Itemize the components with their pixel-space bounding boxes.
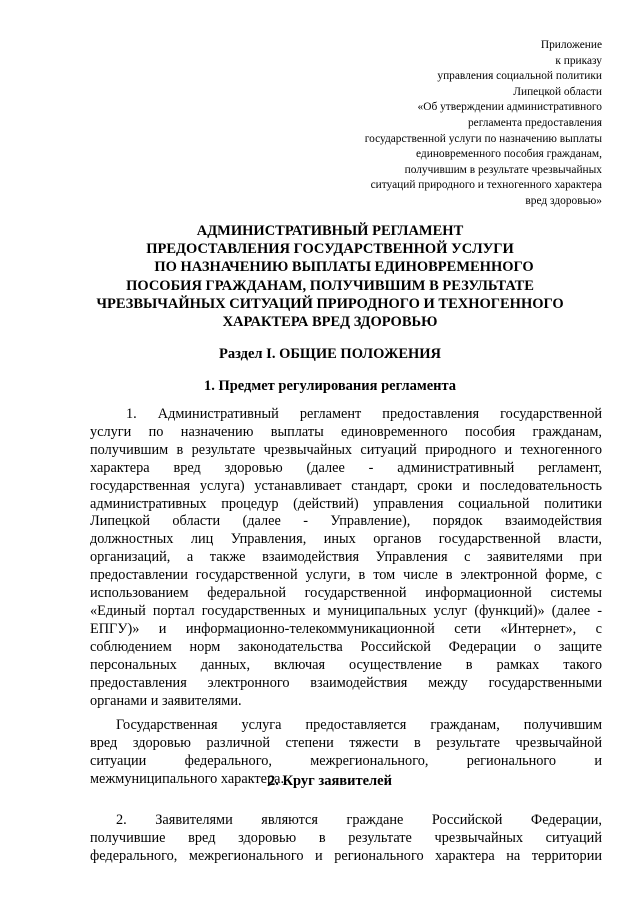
paragraph-line: Государственная услуга предоставляется гражданам, получившим [116, 717, 602, 733]
paragraph-line: федерального, межрегионального и регионального характера на территории [90, 847, 602, 864]
paragraph-line: вред здоровью различной степени тяжести в результате чрезвычайной [90, 734, 602, 751]
paragraph-line: 1. Административный регламент предоставления государственной [126, 406, 602, 422]
paragraph-line: Липецкой области (далее - Управление), порядок взаимодействия [90, 513, 602, 530]
title-line: ПО НАЗНАЧЕНИЮ ВЫПЛАТЫ ЕДИНОВРЕМЕННОГО [154, 259, 534, 276]
paragraph-line: должностных лиц Управления, иных органов государственной власти, [90, 531, 602, 548]
title-line: АДМИНИСТРАТИВНЫЙ РЕГЛАМЕНТ [196, 223, 464, 239]
subsection-title: 2. Круг заявителей [268, 773, 392, 789]
title-line: ПРЕДОСТАВЛЕНИЯ ГОСУДАРСТВЕННОЙ УСЛУГИ [146, 241, 514, 258]
paragraph-line: услуги по назначению выплаты единовременного пособия гражданам, [90, 423, 602, 440]
appendix-line: к приказу [555, 54, 602, 67]
subsection-title: 1. Предмет регулирования регламента [203, 378, 457, 394]
paragraph-line: ситуации федерального, межрегионального, регионального и [90, 752, 602, 769]
title-line: ЧРЕЗВЫЧАЙНЫХ СИТУАЦИЙ ПРИРОДНОГО И ТЕХНОГЕННОГО [96, 295, 564, 312]
paragraph-line: персональных данных, включая осуществление в рамках такого [90, 656, 602, 673]
title-line: ПОСОБИЯ ГРАЖДАНАМ, ПОЛУЧИВШИМ В РЕЗУЛЬТАТЕ [126, 277, 534, 294]
paragraph-line: характера вред здоровью (далее - административный регламент, [90, 459, 602, 476]
appendix-line: государственной услуги по назначению выплаты [364, 132, 602, 145]
paragraph-3 [90, 812, 602, 866]
appendix-line: «Об утверждении административного [417, 101, 602, 114]
paragraph-line: «Единый портал государственных и муниципальных услуг (функций)» (далее - [90, 602, 602, 619]
paragraph-line: предоставлении государственной услуги, в том числе в электронной форме, с [90, 567, 602, 584]
paragraph-line: 2. Заявителями являются граждане Российской Федерации, [116, 812, 602, 828]
appendix-line: получившим в результате чрезвычайных [404, 163, 602, 176]
paragraph-line: организаций, а также взаимодействия Управления с заявителями при [90, 549, 602, 566]
paragraph-line: межмуниципального характера. [90, 770, 285, 787]
appendix-line: управления социальной политики [437, 70, 602, 83]
paragraph-line: соблюдением норм законодательства Российской Федерации о защите [90, 638, 602, 655]
appendix-line: Приложение [540, 39, 602, 51]
appendix-line: Липецкой области [513, 85, 602, 98]
paragraph-line: предоставления электронного взаимодействия между государственными [90, 674, 602, 691]
paragraph-line: органами и заявителями. [90, 692, 242, 709]
appendix-line: вред здоровью» [525, 194, 602, 207]
paragraph-line: получившие вред здоровью в результате чрезвычайных ситуаций [90, 829, 602, 846]
paragraph-1 [90, 406, 602, 710]
appendix-line: ситуаций природного и техногенного характера [370, 179, 602, 192]
appendix-line: единовременного пособия гражданам, [416, 148, 602, 161]
title-line: ХАРАКТЕРА ВРЕД ЗДОРОВЬЮ [222, 314, 438, 331]
paragraph-line: ЕПГУ)» и информационно-телекоммуникационной сети «Интернет», с [90, 620, 602, 637]
appendix-header [300, 38, 602, 210]
document-title [60, 222, 600, 331]
paragraph-line: государственная услуга) устанавливает стандарт, сроки и последовательность [90, 477, 602, 494]
paragraph-line: административных процедур (действий) управления социальной политики [90, 495, 602, 512]
paragraph-line: использованием федеральной государственной информационной системы [90, 585, 602, 602]
appendix-line: регламента предоставления [467, 116, 602, 129]
section-title: Раздел I. ОБЩИЕ ПОЛОЖЕНИЯ [218, 346, 442, 362]
paragraph-line: получившим в результате чрезвычайных ситуаций природного и техногенного [90, 441, 602, 458]
